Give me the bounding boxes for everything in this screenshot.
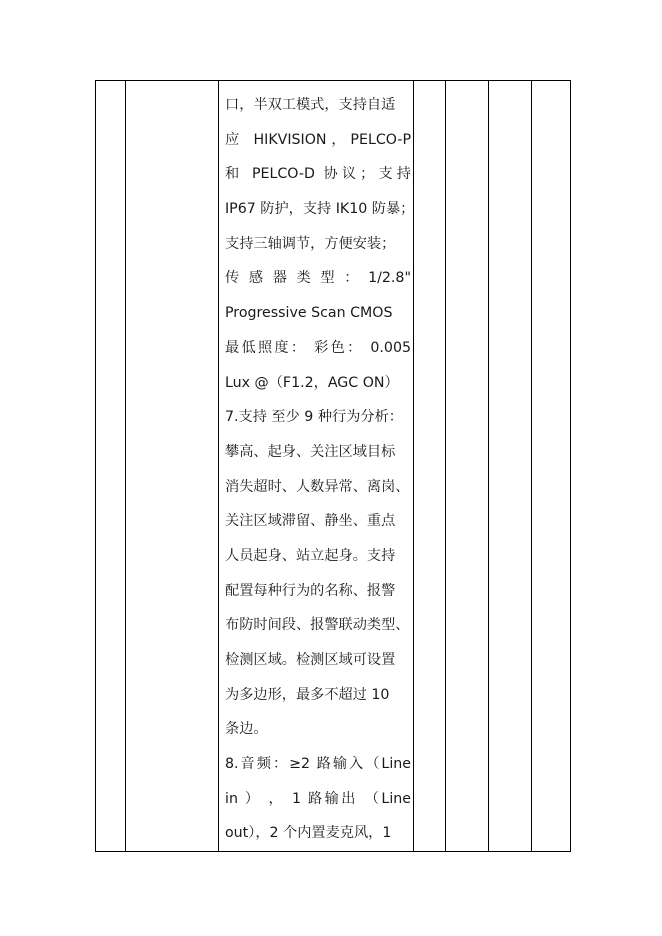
parameter-line: 关注区域滞留、静坐、重点 bbox=[225, 513, 396, 530]
unit-cell bbox=[414, 81, 446, 852]
parameter-line: 支持三轴调节，方便安装； bbox=[225, 235, 396, 252]
remark-cell bbox=[532, 81, 571, 852]
parameter-line: Lux @（F1.2，AGC ON） bbox=[225, 374, 399, 391]
parameter-line: 消失超时、人数异常、离岗、 bbox=[225, 478, 410, 495]
parameter-line: 口，半双工模式，支持自适 bbox=[225, 97, 396, 113]
parameter-line: IP67 防护，支持 IK10 防暴； bbox=[225, 201, 415, 218]
parameter-line: in ） ， 1 路输出 （Line bbox=[225, 790, 411, 807]
parameter-line: 为多边形，最多不超过 10 bbox=[225, 686, 390, 703]
parameter-line: 7.支持 至少 9 种行为分析： bbox=[225, 409, 403, 426]
parameter-line: 和 PELCO-D 协议；支持 bbox=[225, 166, 411, 183]
parameter-text bbox=[219, 81, 413, 851]
parameter-line: 应 HIKVISION，PELCO-P bbox=[225, 131, 411, 148]
parameter-line: 检测区域。检测区域可设置 bbox=[225, 652, 396, 668]
parameter-line: 攀高、起身、关注区域目标 bbox=[225, 443, 396, 460]
parameter-line: 8.音频：≥2 路输入（Line bbox=[225, 756, 411, 773]
parameter-cell bbox=[219, 81, 414, 852]
table-row bbox=[96, 81, 571, 852]
parameter-line: 传 感 器 类 型 ： 1/2.8" bbox=[225, 270, 411, 287]
parameter-line: 配置每种行为的名称、报警 bbox=[225, 582, 396, 599]
price-cell bbox=[489, 81, 532, 852]
quantity-cell bbox=[446, 81, 489, 852]
parameter-line: out），2 个内置麦克风，1 bbox=[225, 825, 392, 842]
parameter-line: 条边。 bbox=[225, 721, 268, 738]
parameter-line: 人员起身、站立起身。支持 bbox=[225, 547, 396, 564]
name-cell bbox=[126, 81, 219, 852]
parameter-line: Progressive Scan CMOS bbox=[225, 305, 393, 322]
index-cell bbox=[96, 81, 126, 852]
spec-table bbox=[95, 80, 571, 852]
parameter-line: 布防时间段、报警联动类型、 bbox=[225, 617, 410, 634]
parameter-line: 最低照度： 彩色： 0.005 bbox=[225, 339, 411, 356]
